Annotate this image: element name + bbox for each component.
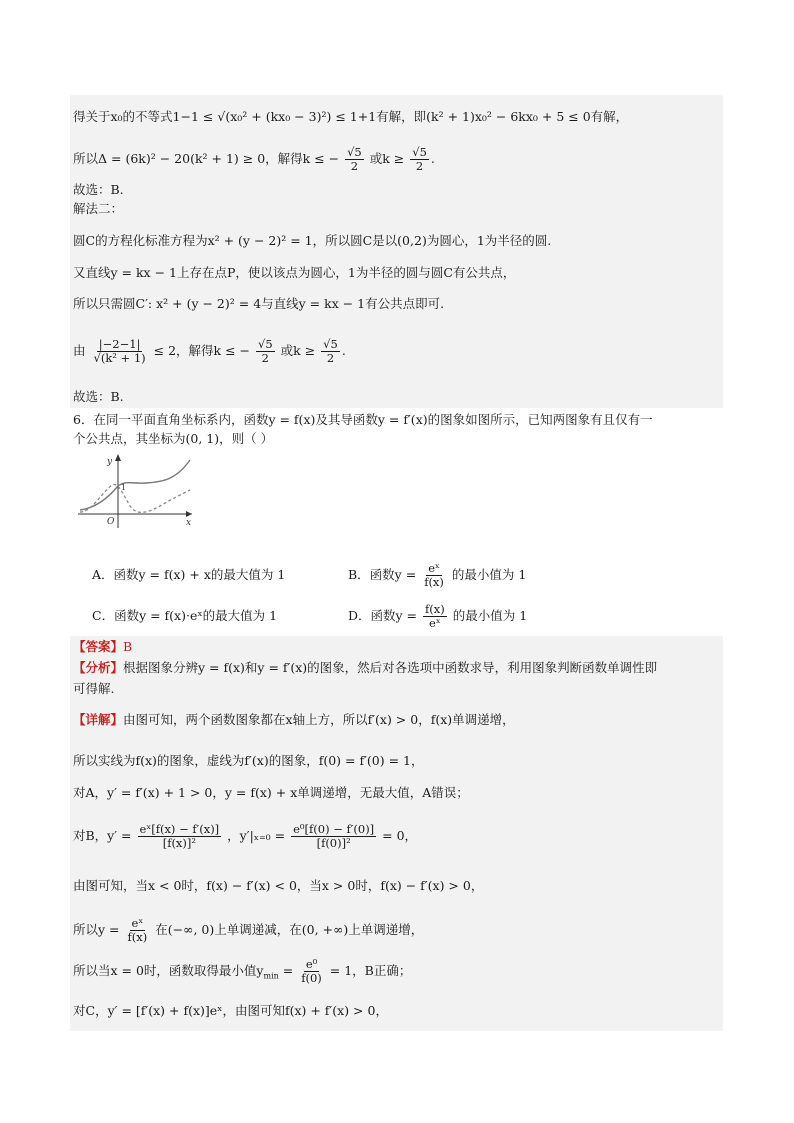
detail-line-8: 对C，y′ = [f′(x) + f(x)]eˣ，由图可知f(x) + f′(x) > 0， xyxy=(73,1003,388,1018)
detail-line-1: 【详解】由图可知，两个函数图象都在x轴上方，所以f′(x) > 0，f(x)单调递增， xyxy=(73,712,515,727)
method-two-label: 解法二： xyxy=(73,201,124,216)
fraction-distance: $\frac{|-2-1|}{\text{√(k² + 1)}}$ xyxy=(93,337,146,365)
fraction-derivative: $\frac{\text{eˣ[f(x) − f′(x)]}}{\text{[f(x)]²}}$ xyxy=(139,822,220,850)
option-c[interactable]: C．函数y = f(x)·eˣ的最大值为 1 xyxy=(92,608,278,623)
fraction-min-value: $\frac{\text{e⁰}}{f(0)}$ xyxy=(301,957,322,985)
analysis-line-1: 【分析】根据图象分辨y = f(x)和y = f′(x)的图象，然后对各选项中函数求导，利用图象判断函数单调性即 xyxy=(73,660,658,675)
detail-line-6: 所以y = $\frac{\text{eˣ}}{f(x)}$ 在(−∞, 0)上单调递减，在(0, +∞)上单调递增， xyxy=(73,916,424,944)
fraction-option-b: $\frac{\text{eˣ}}{f(x)}$ xyxy=(424,561,444,589)
graph-y-label: y xyxy=(107,457,113,467)
fraction-sqrt5-over-2: $\frac{√5}{2}$ xyxy=(347,145,362,173)
analysis-line-2: 可得解. xyxy=(73,681,115,696)
fraction-option-d: $\frac{f(x)}{\text{eˣ}}$ xyxy=(425,602,445,630)
solution-line-5: 圆C的方程化标准方程为x² + (y − 2)² = 1，所以圆C是以(0,2)为圆心，1为半径的圆. xyxy=(73,233,552,248)
solution-line-1: 得关于x₀的不等式1−1 ≤ √(x₀² + (kx₀ − 3)²) ≤ 1+1有解，即(k² + 1)x₀² − 6kx₀ + 5 ≤ 0有解， xyxy=(73,109,629,124)
function-graph xyxy=(74,452,198,530)
fraction-sqrt5-over-2: $\frac{√5}{2}$ xyxy=(412,145,427,173)
dashed-curve-f-prime xyxy=(80,484,190,512)
choose-b-2: 故选：B. xyxy=(73,389,124,404)
graph-x-label: x xyxy=(186,518,192,528)
solution-line-2: 所以Δ = (6k)² − 20(k² + 1) ≥ 0，解得k ≤ − $\frac{√5}{2}$ 或k ≥ $\frac{√5}{2}$ . xyxy=(73,145,435,173)
solution-line-7: 所以只需圆C′: x² + (y − 2)² = 4与直线y = kx − 1有公共点即可. xyxy=(73,296,445,311)
fraction-derivative-at-0: $\frac{\text{e⁰[f(0) − f′(0)]}}{\text{[f(0)]²}}$ xyxy=(293,822,375,850)
fraction-sqrt5-over-2: $\frac{√5}{2}$ xyxy=(258,337,273,365)
option-d[interactable]: D．函数y = $\frac{f(x)}{\text{eˣ}}$ 的最小值为 1 xyxy=(348,602,528,630)
detail-line-3: 对A，y′ = f′(x) + 1 > 0，y = f(x) + x单调递增，无最大值，A错误； xyxy=(73,785,469,800)
y-axis-arrow xyxy=(115,454,121,461)
option-a[interactable]: A．函数y = f(x) + x的最大值为 1 xyxy=(92,567,286,582)
solid-curve-f xyxy=(80,460,190,510)
question-6-line-2: 个公共点，其坐标为(0, 1)，则（ ） xyxy=(73,431,274,446)
detail-line-5: 由图可知，当x < 0时，f(x) − f′(x) < 0，当x > 0时，f(x) − f′(x) > 0， xyxy=(73,878,484,893)
solution-line-6: 又直线y = kx − 1上存在点P，使以该点为圆心，1为半径的圆与圆C有公共点， xyxy=(73,265,516,280)
graph-origin-label: O xyxy=(107,517,115,527)
fraction-ex-over-fx: $\frac{\text{eˣ}}{f(x)}$ xyxy=(127,916,148,944)
detail-line-2: 所以实线为f(x)的图象，虚线为f′(x)的图象，f(0) = f′(0) = 1， xyxy=(73,753,424,768)
detail-line-4: 对B，y′ = $\frac{\text{eˣ[f(x) − f′(x)]}}{\text{[f(x)]²}}$ ，y′|ₓ₌₀ = $\frac{\text{e⁰[f(0) − f′(0)]}}{\text{[f(0)]²}}$ = 0， xyxy=(73,822,418,850)
graph-one-label: 1 xyxy=(121,483,127,492)
option-b[interactable]: B．函数y = $\frac{\text{eˣ}}{f(x)}$ 的最小值为 1 xyxy=(348,561,527,589)
fraction-sqrt5-over-2: $\frac{√5}{2}$ xyxy=(323,337,338,365)
detail-line-7: 所以当x = 0时，函数取得最小值$y_{min}$ = $\frac{\text{e⁰}}{f(0)}$ = 1，B正确； xyxy=(73,957,412,985)
solution-line-8: 由 $\frac{|-2-1|}{\text{√(k² + 1)}}$ ≤ 2，解得k ≤ − $\frac{√5}{2}$ 或k ≥ $\frac{√5}{2}$ . xyxy=(73,337,346,365)
question-6-line-1: 6．在同一平面直角坐标系内，函数y = f(x)及其导函数y = f′(x)的图象如图所示，已知两图象有且仅有一 xyxy=(73,412,653,427)
x-axis-arrow xyxy=(186,511,192,517)
choose-b-1: 故选：B. xyxy=(73,182,124,197)
answer-line: 【答案】B xyxy=(73,639,133,654)
